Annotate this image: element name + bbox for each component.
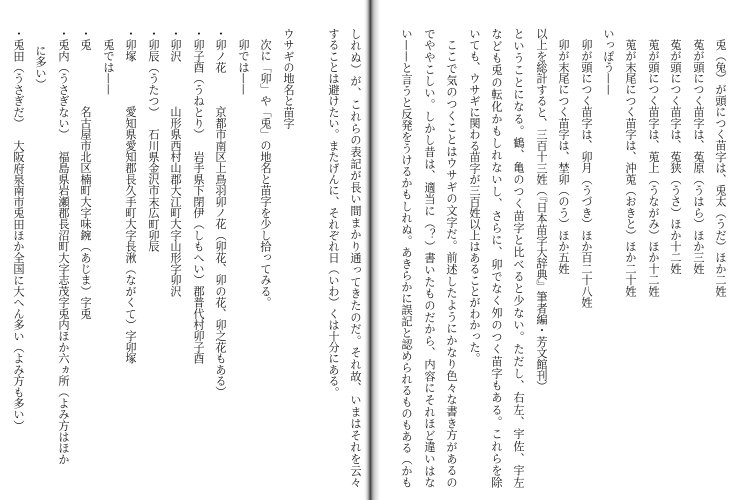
place-location: 福島県岩瀬郡長沼町大字志茂字兎内ほか六ヵ所（よみ方はほか <box>57 151 70 465</box>
place-list-item <box>167 28 183 488</box>
place-name: ・卯辰（うたつ） <box>147 28 160 118</box>
place-name: ・卯ノ花 <box>214 28 227 73</box>
body-line: しれぬ）が、これらの表記が長い間まかり通ってきたのだ。それ故、いまはそれを云々 <box>349 28 362 488</box>
body-line: 以上を総計すると、三百十三姓（『日本苗字大辞典』筆者編・芳文館刊） <box>535 28 548 392</box>
place-name: ・卯子酉（うねとり） <box>192 28 205 140</box>
place-location: 名古屋市北区楠町大字味鋺（あじま）字兎 <box>79 106 92 320</box>
surname-count-line: 兎（兔）が頭につく苗字は、兎太（うだ）ほか二姓 <box>714 39 727 297</box>
place-list-item <box>10 28 26 488</box>
page-gutter <box>364 0 380 500</box>
body-line: でややこしい。しかし昔は、適当に（？）書いたものだから、内容にそれほど違いはな <box>423 28 436 488</box>
body-line: なども兎の転化かもしれないし、さらに、卯でなく夘のつく苗字もある。これらを除 <box>490 28 503 488</box>
body-line: ここで気のつくことはウサギの文字だ。前述したようにかなり色々な書き方があるの <box>445 39 458 488</box>
surname-count-line: 莵が末尾につく苗字は、沖莵（おきと）ほか二十姓 <box>624 39 637 297</box>
place-list-item <box>145 28 161 488</box>
transition-line: いっぽう—— <box>602 28 615 96</box>
place-list-item <box>122 28 138 488</box>
intro-line: 次に「卯」や「兎」の地名と苗字を少し拾ってみる。 <box>259 39 272 308</box>
place-location: 京都市南区上鳥羽卯ノ花（卯花、卯の花、卯之花もある） <box>214 106 227 398</box>
surname-count-line: 卯が頭につく苗字は、卯月（うづき）ほか百二十八姓 <box>580 39 593 308</box>
place-name: ・兎内（うさぎない） <box>57 28 70 140</box>
place-name: ・兎田（うさぎだ） <box>12 28 25 129</box>
place-list-item <box>190 28 206 488</box>
surname-count-line: 卯が末尾につく苗字は、埜卯（のう）ほか五姓 <box>557 39 570 275</box>
place-location: 愛知県愛知郡長久手町大字長湫（ながくて）字卯塚 <box>124 106 137 364</box>
list-label: 兎では—— <box>102 39 115 96</box>
place-location: 大阪府泉南市兎田ほか全国に大へん多い（よみ方も多い） <box>12 140 25 432</box>
section-heading: ウサギの地名と苗字 <box>282 28 295 129</box>
place-location: 石川県金沢市末広町卯辰 <box>147 128 160 252</box>
body-line: ということになる。鶴、亀のつく苗字と比べると少ない。ただし、右左、宇佐、宇左 <box>512 28 525 488</box>
body-line: いても、ウサギに関わる苗字が三百姓以上はあることがわかった。 <box>468 28 481 364</box>
surname-count-line: 莵が頭につく苗字は、莵上（うながみ）ほか十二姓 <box>647 39 660 297</box>
place-list-item <box>212 28 228 488</box>
place-name: ・兎 <box>79 28 92 51</box>
place-name: ・卯沢 <box>169 28 182 62</box>
place-list-item <box>77 28 93 488</box>
list-label: 卯では—— <box>237 39 250 96</box>
body-line: することは避けたい。またげんに、それぞれ日（いわ）くは十分にある。 <box>327 28 340 398</box>
place-name: ・卯塚 <box>124 28 137 62</box>
place-location-continuation: に多い） <box>34 44 47 90</box>
place-list-item <box>55 28 71 488</box>
surname-count-line: 菟が頭につく苗字は、菟狭（うさ）ほか十二姓 <box>669 39 682 275</box>
body-line: い——と言うと反発をうけるかもしれぬ。あきらかに誤記と認められるものもある（かも <box>400 28 413 488</box>
surname-count-line: 菟が頭につく苗字は、菟原（うはら）ほか三姓 <box>692 39 705 275</box>
place-location: 岩手県下閉伊（しもへい）郡普代村卯子酉 <box>192 151 205 364</box>
place-location: 山形県西村山郡大江町大字山形字卯沢 <box>169 106 182 297</box>
